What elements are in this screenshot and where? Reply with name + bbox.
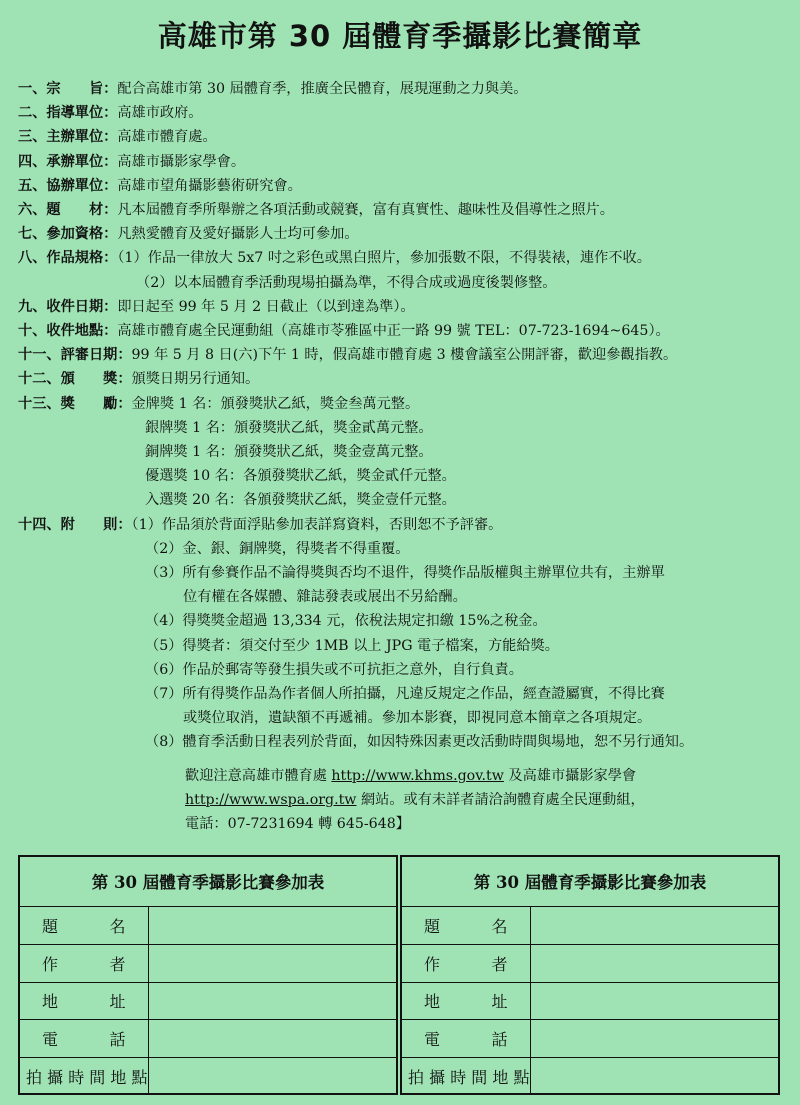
rule-text: （3）所有參賽作品不論得獎與否均不退件，得獎作品版權與主辦單位共有，主辦單 [145, 565, 665, 581]
form-field-phone[interactable] [530, 1020, 778, 1058]
form-field-title[interactable] [530, 907, 778, 945]
rule-label: 十、收件地點 [18, 323, 104, 339]
form-label: 地 址 [20, 982, 148, 1020]
form-field-author[interactable] [530, 945, 778, 983]
rule-text: 金牌獎 1 名：頒發獎狀乙紙，獎金叁萬元整。 [131, 395, 420, 412]
entry-form-right [400, 855, 780, 1095]
rule-line [145, 440, 433, 464]
form-field-phone[interactable] [148, 1020, 396, 1058]
entry-form-left [18, 855, 398, 1095]
rule-label: 八、作品規格 [18, 250, 104, 267]
form-row-author [402, 945, 778, 983]
entry-form-title: 第 30 屆體育季攝影比賽參加表 [20, 857, 396, 907]
form-field-time-place[interactable] [530, 1057, 778, 1095]
form-label: 電 話 [402, 1020, 530, 1058]
rule-text: 高雄市體育處。 [117, 129, 217, 146]
rule-text: （6）作品於郵寄等發生損失或不可抗拒之意外，自行負責。 [145, 661, 523, 678]
form-label: 電 話 [20, 1020, 148, 1058]
form-row-title [20, 907, 396, 945]
contact-text: 及高雄市攝影家學會 [503, 768, 637, 784]
rule-text: （2）以本屆體育季活動現場拍攝為準，不得合成或過度後製修整。 [136, 274, 557, 291]
rule-label: 一、宗 旨 [18, 81, 104, 97]
rule-line [145, 464, 456, 488]
form-label: 地 址 [402, 982, 530, 1020]
rule-label: 五、協辦單位 [18, 177, 104, 194]
wspa-link[interactable]: http://www.wspa.org.tw [185, 792, 357, 808]
rule-line [145, 730, 693, 754]
form-row-address [402, 982, 778, 1020]
form-field-author[interactable] [148, 945, 396, 983]
rule-text: 優選獎 10 名：各頒發獎狀乙紙，獎金貳仟元整。 [145, 468, 456, 485]
form-row-title [402, 907, 778, 945]
rule-text: 或獎位取消，遺缺額不再遞補。參加本影賽，即視同意本簡章之各項規定。 [183, 710, 652, 727]
rule-line: 十三、獎 勵：金牌獎 1 名：頒發獎狀乙紙，獎金叁萬元整。 [18, 395, 420, 412]
rule-line [183, 585, 467, 609]
rule-line [145, 658, 523, 682]
document-title: 高雄市第 30 屆體育季攝影比賽簡章 [157, 19, 643, 53]
rule-label: 三、主辦單位 [18, 129, 104, 146]
rule-label: 九、收件日期 [18, 298, 104, 315]
rule-text: 配合高雄市第 30 屆體育季，推廣全民體育，展現運動之力與美。 [117, 81, 528, 97]
form-field-address[interactable] [148, 982, 396, 1020]
rule-text: 凡本屆體育季所舉辦之各項活動或競賽，富有真實性、趣味性及倡導性之照片。 [117, 202, 614, 218]
form-field-title[interactable] [148, 907, 396, 945]
rule-line: 十一、評審日期：99 年 5 月 8 日(六)下午 1 時，假高雄市體育處 3 樓會議室公開評審，歡迎參觀指教。 [18, 347, 678, 364]
form-label: 作 者 [402, 945, 530, 983]
rule-line: 九、收件日期：即日起至 99 年 5 月 2 日截止（以到達為準）。 [18, 298, 415, 315]
rule-line: 一、宗 旨：配合高雄市第 30 屆體育季，推廣全民體育，展現運動之力與美。 [18, 81, 528, 97]
form-label: 題 名 [20, 907, 148, 945]
rule-line [145, 682, 665, 706]
rule-line [145, 537, 409, 561]
rule-label: 七、參加資格 [18, 226, 104, 243]
rule-line [145, 561, 665, 585]
rule-label: 四、承辦單位 [18, 153, 104, 170]
rule-label: 六、題 材 [18, 202, 104, 218]
rule-text: （8）體育季活動日程表列於背面，如因特殊因素更改活動時間與場地，恕不另行通知。 [145, 734, 694, 751]
rule-text: （1）作品須於背面浮貼參加表詳寫資料，否則恕不予評審。 [131, 516, 503, 533]
rule-label: 十一、評審日期 [18, 347, 118, 364]
contact-line-1 [185, 764, 636, 788]
form-row-author [20, 945, 396, 983]
rule-label: 十三、獎 勵 [18, 395, 118, 412]
entry-form-table [402, 907, 778, 1095]
rule-text: （5）得獎者：須交付至少 1MB 以上 JPG 電子檔案，方能給獎。 [145, 637, 559, 654]
rule-text: 高雄市望角攝影藝術研究會。 [117, 177, 302, 194]
rule-label: 十二、頒 獎 [18, 371, 118, 388]
rule-text: 凡熱愛體育及愛好攝影人士均可參加。 [117, 226, 359, 243]
rule-line [145, 488, 456, 512]
form-row-time-place [20, 1057, 396, 1095]
contact-text: 歡迎注意高雄市體育處 [185, 768, 332, 784]
rule-line: 十二、頒 獎：頒獎日期另行通知。 [18, 371, 260, 388]
rule-text: （2）金、銀、銅牌獎，得獎者不得重覆。 [145, 540, 410, 557]
rule-line: 三、主辦單位：高雄市體育處。 [18, 129, 217, 146]
rule-label: 二、指導單位 [18, 105, 104, 122]
form-row-address [20, 982, 396, 1020]
rule-text: 即日起至 99 年 5 月 2 日截止（以到達為準）。 [117, 298, 415, 315]
rule-line: 四、承辦單位：高雄市攝影家學會。 [18, 153, 246, 170]
contact-line-2 [185, 788, 645, 812]
form-row-phone [20, 1020, 396, 1058]
form-label: 拍攝時間地點 [20, 1057, 148, 1095]
rule-text: （7）所有得獎作品為作者個人所拍攝，凡違反規定之作品，經查證屬實，不得比賽 [145, 686, 665, 702]
rule-label: 十四、附 則 [18, 516, 118, 533]
rule-line [145, 634, 559, 658]
rule-line: 十、收件地點：高雄市體育處全民運動組（高雄市苓雅區中正一路 99 號 TEL：07-723-1694~645）。 [18, 323, 670, 339]
rule-line: 五、協辦單位：高雄市望角攝影藝術研究會。 [18, 177, 302, 194]
entry-form-table [20, 907, 396, 1095]
rule-line: 十四、附 則：（1）作品須於背面浮貼參加表詳寫資料，否則恕不予評審。 [18, 516, 503, 533]
rule-text: 位有權在各媒體、雜誌發表或展出不另給酬。 [183, 589, 467, 606]
form-row-phone [402, 1020, 778, 1058]
rule-line: 八、作品規格：（1）作品一律放大 5x7 吋之彩色或黑白照片，參加張數不限，不得裝裱，連作不收。 [18, 250, 651, 267]
rule-line: 六、題 材：凡本屆體育季所舉辦之各項活動或競賽，富有真實性、趣味性及倡導性之照片。 [18, 202, 614, 218]
entry-form-title: 第 30 屆體育季攝影比賽參加表 [402, 857, 778, 907]
rule-text: （1）作品一律放大 5x7 吋之彩色或黑白照片，參加張數不限，不得裝裱，連作不收。 [117, 250, 651, 267]
form-field-address[interactable] [530, 982, 778, 1020]
form-field-time-place[interactable] [148, 1057, 396, 1095]
rule-text: （4）得獎獎金超過 13,334 元，依稅法規定扣繳 15%之稅金。 [145, 613, 547, 630]
form-label: 作 者 [20, 945, 148, 983]
contact-phone: 電話：07-7231694 轉 645-648】 [185, 816, 410, 832]
rule-text: 高雄市攝影家學會。 [117, 153, 246, 170]
form-label: 題 名 [402, 907, 530, 945]
rule-text: 高雄市政府。 [117, 105, 203, 122]
khms-link[interactable]: http://www.khms.gov.tw [331, 768, 504, 784]
form-row-time-place [402, 1057, 778, 1095]
rule-line [136, 271, 556, 295]
rule-text: 銀牌獎 1 名：頒發獎狀乙紙，獎金貳萬元整。 [145, 419, 433, 436]
rule-text: 頒獎日期另行通知。 [131, 371, 260, 388]
rule-line [145, 416, 433, 440]
rule-line: 二、指導單位：高雄市政府。 [18, 105, 203, 122]
rule-line: 七、參加資格：凡熱愛體育及愛好攝影人士均可參加。 [18, 226, 359, 243]
rule-text: 入選獎 20 名：各頒發獎狀乙紙，獎金壹仟元整。 [145, 492, 456, 509]
rule-line [183, 706, 651, 730]
form-label: 拍攝時間地點 [402, 1057, 530, 1095]
contact-text: 網站。或有未詳者請洽詢體育處全民運動組， [356, 792, 645, 808]
rule-text: 高雄市體育處全民運動組（高雄市苓雅區中正一路 99 號 TEL：07-723-1694~645）。 [117, 323, 670, 339]
rule-text: 銅牌獎 1 名：頒發獎狀乙紙，獎金壹萬元整。 [145, 444, 433, 460]
rule-line [145, 609, 547, 633]
rule-text: 99 年 5 月 8 日(六)下午 1 時，假高雄市體育處 3 樓會議室公開評審，歡迎參觀指教。 [131, 347, 678, 364]
